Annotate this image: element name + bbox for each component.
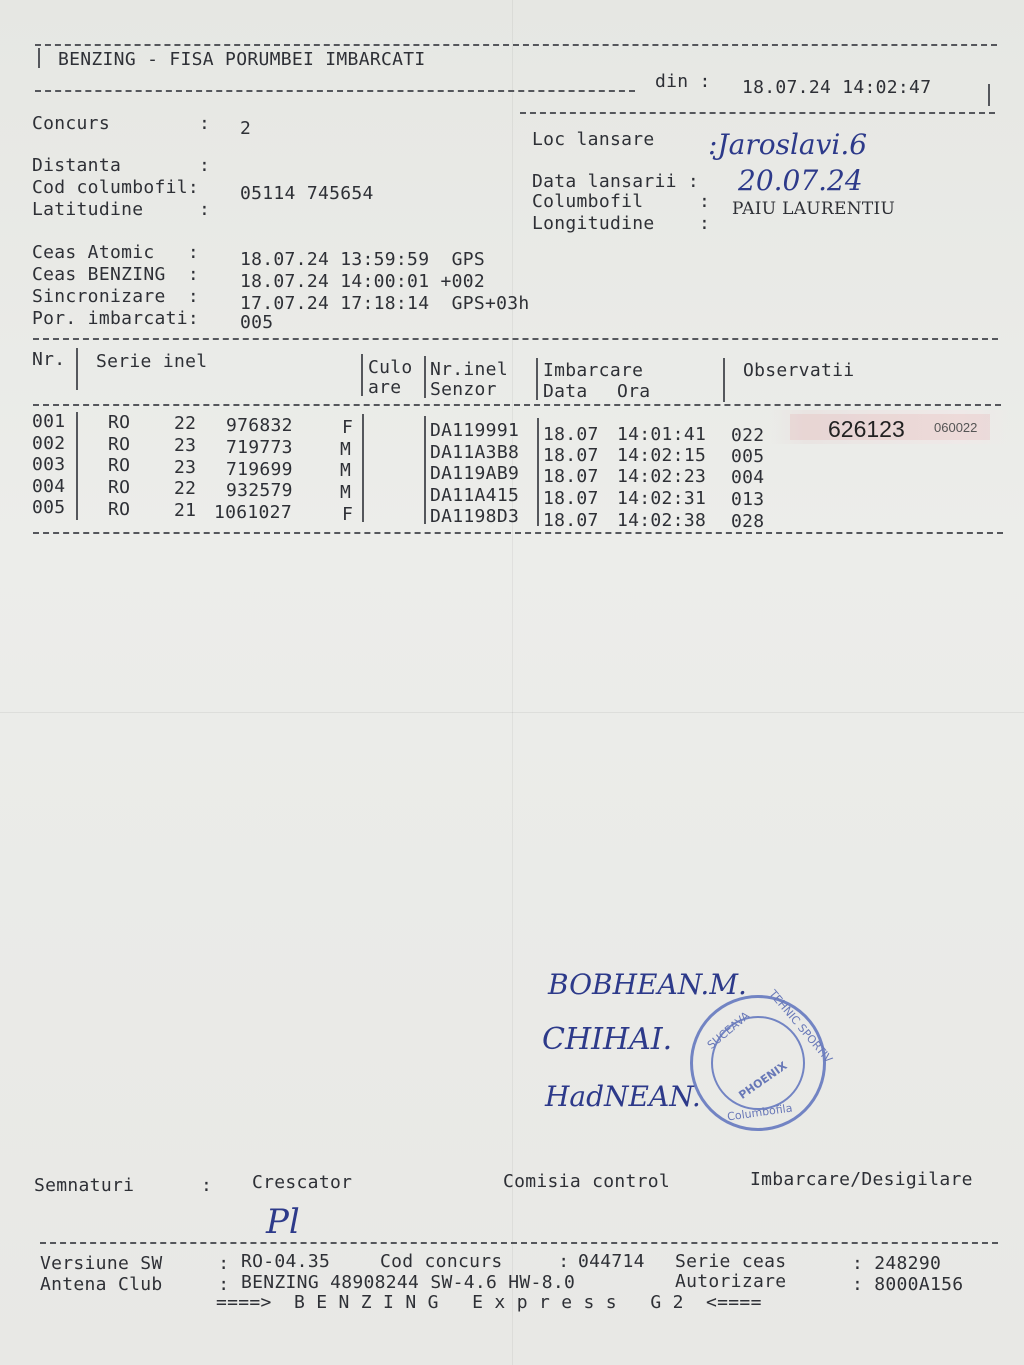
crescator-signature: Pl <box>266 1202 300 1242</box>
row-ora: 14:02:31 <box>617 488 707 509</box>
col-header-senzor-2: Senzor <box>430 379 497 400</box>
antena-club-value: BENZING 48908244 SW-4.6 HW-8.0 <box>241 1272 576 1293</box>
sticker-number: 626123 <box>828 416 905 442</box>
row-ora: 14:02:38 <box>617 510 707 531</box>
row-nr: 002 <box>32 433 66 454</box>
row-data: 18.07 <box>543 445 599 466</box>
imbarcare-desigilare-label: Imbarcare/Desigilare <box>750 1169 973 1190</box>
header-right-bar <box>988 84 990 106</box>
din-value: 18.07.24 14:02:47 <box>742 77 932 98</box>
row-an: 21 <box>174 500 197 521</box>
sticker-small-number: 060022 <box>934 420 978 435</box>
ceas-atomic-value: 18.07.24 13:59:59 GPS <box>240 249 486 270</box>
concurs-value: 2 <box>240 118 252 139</box>
footer-top-rule <box>40 1242 998 1244</box>
row-tara: RO <box>108 477 131 498</box>
row-sex: F <box>342 417 354 438</box>
row-an: 23 <box>174 457 197 478</box>
row-senzor: DA1198D3 <box>430 506 520 527</box>
row-obs: 004 <box>731 467 765 488</box>
row-nr: 003 <box>32 454 66 475</box>
col-header-culoare-2: are <box>368 377 402 398</box>
cod-concurs-label: Cod concurs : <box>380 1251 570 1272</box>
semnaturi-label: Semnaturi : <box>34 1175 213 1196</box>
row-serie: 932579 <box>226 480 293 501</box>
row-senzor: DA11A3B8 <box>430 442 520 463</box>
paper-fold-horizontal <box>0 712 1024 713</box>
row-senzor: DA119991 <box>430 420 520 441</box>
col-header-imbarcare: Imbarcare <box>543 360 644 381</box>
ceas-benzing-label: Ceas BENZING : <box>32 264 200 285</box>
body-divider-imbarcare <box>537 418 539 526</box>
row-data: 18.07 <box>543 488 599 509</box>
columbofil-value: PAIU LAURENTIU <box>732 199 896 219</box>
col-header-serie: Serie inel <box>96 351 208 372</box>
header-top-rule <box>35 44 997 46</box>
versiune-sw-label: Versiune SW : <box>40 1253 230 1274</box>
autorizare-label: Autorizare <box>675 1271 787 1292</box>
handwritten-name-2: CHIHAI. <box>542 1022 673 1057</box>
club-stamp <box>690 987 835 1131</box>
row-sex: F <box>342 504 354 525</box>
versiune-sw-value: RO-04.35 <box>241 1251 331 1272</box>
ceas-atomic-label: Ceas Atomic : <box>32 242 200 263</box>
sincronizare-value: 17.07.24 17:18:14 GPS+03h <box>240 293 530 314</box>
col-header-culoare-1: Culo <box>368 357 413 378</box>
row-obs: 013 <box>731 489 765 510</box>
data-lansarii-handwritten: 20.07.24 <box>738 164 863 197</box>
loc-lansare-handwritten: :Jaroslavi.6 <box>708 128 868 161</box>
row-an: 23 <box>174 435 197 456</box>
row-tara: RO <box>108 455 131 476</box>
body-divider-culoare <box>362 414 364 522</box>
col-divider-nr <box>76 348 78 390</box>
row-data: 18.07 <box>543 466 599 487</box>
row-an: 22 <box>174 478 197 499</box>
col-header-data: Data <box>543 381 588 402</box>
header-mid-rule <box>35 90 635 92</box>
row-tara: RO <box>108 412 131 433</box>
row-senzor: DA11A415 <box>430 485 520 506</box>
autorizare-value: : 8000A156 <box>852 1274 964 1295</box>
sincronizare-label: Sincronizare : <box>32 286 200 307</box>
col-divider-senzor <box>424 356 426 398</box>
header-bottom-rule <box>520 112 995 114</box>
table-bottom-rule <box>33 532 1003 534</box>
crescator-label: Crescator <box>252 1172 353 1193</box>
row-ora: 14:01:41 <box>617 424 707 445</box>
row-obs: 022 <box>731 425 765 446</box>
row-data: 18.07 <box>543 424 599 445</box>
col-divider-imbarcare <box>536 358 538 400</box>
col-header-observatii: Observatii <box>743 360 855 381</box>
data-lansarii-label: Data lansarii : <box>532 171 700 192</box>
row-tara: RO <box>108 499 131 520</box>
body-divider-nr <box>76 412 78 520</box>
ceas-benzing-value: 18.07.24 14:00:01 +002 <box>240 271 486 292</box>
benzing-brand-line: ====> B E N Z I N G E x p r e s s G 2 <==== <box>216 1292 762 1313</box>
row-ora: 14:02:23 <box>617 466 707 487</box>
din-label: din : <box>655 71 711 92</box>
col-header-senzor-1: Nr.inel <box>430 359 508 380</box>
col-header-ora: Ora <box>617 381 651 402</box>
serie-ceas-value: : 248290 <box>852 1253 942 1274</box>
row-senzor: DA119AB9 <box>430 463 520 484</box>
paper-fold-vertical <box>512 0 513 1365</box>
cod-concurs-value: 044714 <box>578 1251 645 1272</box>
ring-sticker <box>770 410 1010 444</box>
row-serie: 976832 <box>226 415 293 436</box>
row-an: 22 <box>174 413 197 434</box>
row-ora: 14:02:15 <box>617 445 707 466</box>
handwritten-name-3: HadNEAN. <box>545 1080 701 1113</box>
serie-ceas-label: Serie ceas <box>675 1251 787 1272</box>
cod-columbofil-value: 05114 745654 <box>240 183 374 204</box>
row-sex: M <box>340 460 352 481</box>
antena-club-label: Antena Club : <box>40 1274 230 1295</box>
porumbei-imbarcati-value: 005 <box>240 312 274 333</box>
cod-columbofil-label: Cod columbofil: <box>32 177 200 198</box>
stamp-text-bottom: Columbofila <box>726 1101 794 1124</box>
porumbei-imbarcati-label: Por. imbarcati: <box>32 308 200 329</box>
col-header-nr: Nr. <box>32 349 66 370</box>
stamp-text-mid: PHOENIX <box>736 1059 790 1102</box>
concurs-label: Concurs : <box>32 113 211 134</box>
row-sex: M <box>340 439 352 460</box>
body-divider-senzor <box>424 416 426 524</box>
row-nr: 005 <box>32 497 66 518</box>
col-divider-observatii <box>723 358 725 402</box>
row-serie: 1061027 <box>214 502 292 523</box>
distanta-label: Distanta : <box>32 155 211 176</box>
comisia-control-label: Comisia control <box>503 1171 671 1192</box>
row-obs: 005 <box>731 446 765 467</box>
row-serie: 719773 <box>226 437 293 458</box>
row-nr: 001 <box>32 411 66 432</box>
table-header-rule <box>33 404 1001 406</box>
row-tara: RO <box>108 434 131 455</box>
stamp-text-top: TEHNIC SPORTIV <box>766 987 835 1066</box>
document-title: BENZING - FISA PORUMBEI IMBARCATI <box>58 49 426 70</box>
handwritten-name-1: BOBHEAN.M. <box>548 968 747 1001</box>
col-divider-culoare <box>361 354 363 396</box>
row-nr: 004 <box>32 476 66 497</box>
table-top-rule <box>33 338 998 340</box>
loc-lansare-label: Loc lansare <box>532 129 655 150</box>
row-data: 18.07 <box>543 510 599 531</box>
header-left-bar <box>38 48 40 68</box>
latitudine-label: Latitudine : <box>32 199 211 220</box>
columbofil-label: Columbofil : <box>532 191 711 212</box>
row-sex: M <box>340 482 352 503</box>
row-serie: 719699 <box>226 459 293 480</box>
longitudine-label: Longitudine : <box>532 213 711 234</box>
row-obs: 028 <box>731 511 765 532</box>
stamp-text-side: SUCEAVA <box>704 1009 753 1052</box>
